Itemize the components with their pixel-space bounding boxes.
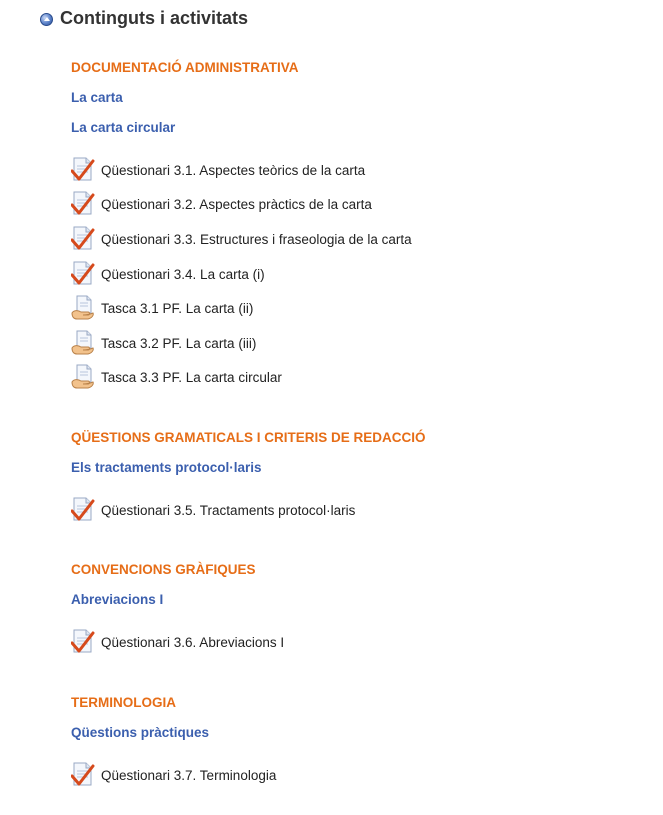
activity-label: Qüestionari 3.5. Tractaments protocol·laris xyxy=(101,502,356,518)
section-title: TERMINOLOGIA xyxy=(71,695,176,710)
assignment-hand-icon xyxy=(71,364,95,390)
quiz-check-icon xyxy=(71,629,95,655)
page-header xyxy=(40,7,248,29)
activity-label: Qüestionari 3.3. Estructures i fraseologia de la carta xyxy=(101,231,412,247)
quiz-check-icon xyxy=(71,226,95,252)
activity-label: Qüestionari 3.4. La carta (i) xyxy=(101,266,265,282)
quiz-check-icon xyxy=(71,261,95,287)
section-title: QÜESTIONS GRAMATICALS I CRITERIS DE REDACCIÓ xyxy=(71,430,426,445)
activity-item[interactable] xyxy=(71,157,365,183)
subsection-link[interactable]: Abreviacions I xyxy=(71,592,164,607)
subsection-link[interactable]: Qüestions pràctiques xyxy=(71,725,210,740)
assignment-hand-icon xyxy=(71,295,95,321)
activity-label: Qüestionari 3.2. Aspectes pràctics de la carta xyxy=(101,196,372,212)
collapse-toggle-icon[interactable] xyxy=(40,13,53,26)
activity-item[interactable] xyxy=(71,261,265,287)
quiz-check-icon xyxy=(71,157,95,183)
subsection-link[interactable]: La carta circular xyxy=(71,120,176,135)
subsection-link[interactable]: Els tractaments protocol·laris xyxy=(71,460,262,475)
activity-label: Qüestionari 3.7. Terminologia xyxy=(101,767,277,783)
quiz-check-icon xyxy=(71,191,95,217)
section-title: CONVENCIONS GRÀFIQUES xyxy=(71,562,256,577)
quiz-check-icon xyxy=(71,497,95,523)
quiz-check-icon xyxy=(71,762,95,788)
subsection-link[interactable]: La carta xyxy=(71,90,123,105)
section-title: DOCUMENTACIÓ ADMINISTRATIVA xyxy=(71,60,299,75)
activity-label: Qüestionari 3.6. Abreviacions I xyxy=(101,634,285,650)
activity-item[interactable] xyxy=(71,295,253,321)
activity-item[interactable] xyxy=(71,191,372,217)
page-title: Continguts i activitats xyxy=(60,7,249,28)
activity-item[interactable] xyxy=(71,330,256,356)
activity-label: Qüestionari 3.1. Aspectes teòrics de la carta xyxy=(101,162,366,178)
activity-item[interactable] xyxy=(71,364,282,390)
activity-item[interactable] xyxy=(71,497,355,523)
activity-label: Tasca 3.3 PF. La carta circular xyxy=(101,369,282,385)
activity-label: Tasca 3.1 PF. La carta (ii) xyxy=(101,300,254,316)
activity-item[interactable] xyxy=(71,629,284,655)
assignment-hand-icon xyxy=(71,330,95,356)
activity-item[interactable] xyxy=(71,226,412,252)
activity-label: Tasca 3.2 PF. La carta (iii) xyxy=(101,335,257,351)
activity-item[interactable] xyxy=(71,762,276,788)
